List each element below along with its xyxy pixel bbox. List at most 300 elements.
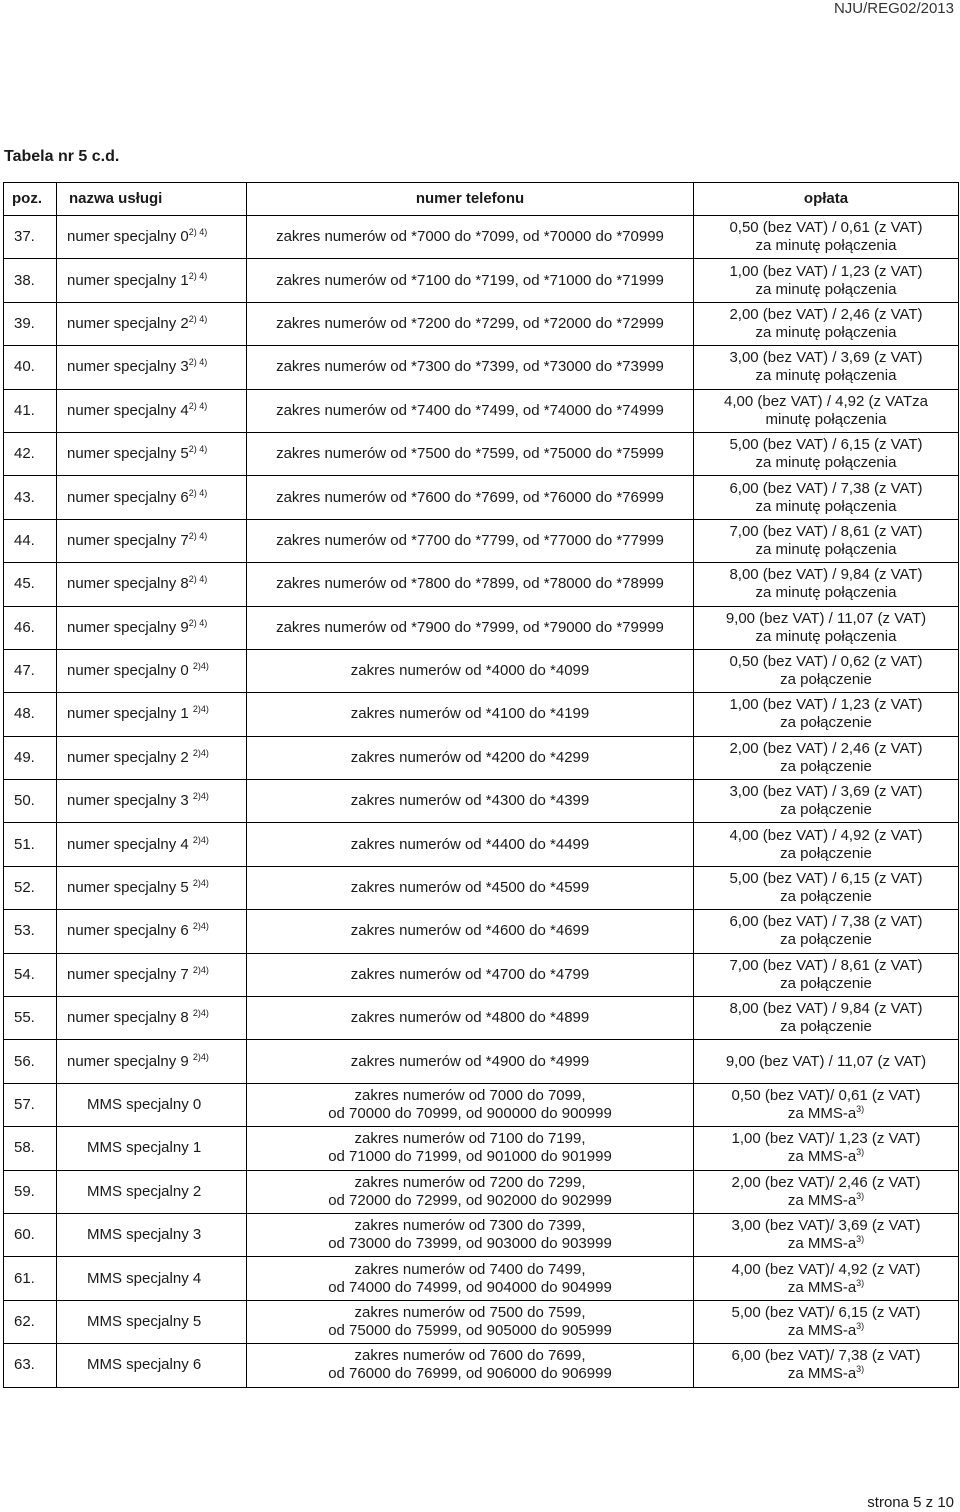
fee-line	[694, 436, 958, 454]
fee-cell	[694, 1170, 959, 1213]
number-range-line: zakres numerów od *4900 do *4999	[350, 1052, 590, 1070]
row-position: 51.	[4, 823, 57, 866]
fee-text: za MMS-a	[787, 1278, 857, 1296]
number-range-line: zakres numerów od *4500 do *4599	[350, 879, 590, 897]
service-name-cell	[57, 563, 247, 606]
fee-line	[694, 1322, 958, 1340]
table-row	[4, 910, 959, 953]
fee-cell	[694, 216, 959, 259]
fee-line	[694, 931, 958, 949]
fee-cell	[694, 606, 959, 649]
fee-text: 7,00 (bez VAT) / 8,61 (z VAT)	[729, 956, 923, 974]
fee-text: za połączenie	[780, 671, 872, 689]
service-name: numer specjalny 7	[67, 965, 193, 983]
number-range-line: zakres numerów od 7500 do 7599,	[354, 1303, 586, 1321]
fee-cell	[694, 1213, 959, 1256]
phone-number-range	[247, 432, 694, 475]
fee-cell	[694, 1300, 959, 1343]
phone-number-range	[247, 1170, 694, 1213]
service-name-cell	[57, 1170, 247, 1213]
number-range-line: zakres numerów od *7400 do *7499, od *74000 do *74999	[276, 401, 664, 419]
fee-cell	[694, 736, 959, 779]
phone-number-range	[247, 866, 694, 909]
fee-cell	[694, 780, 959, 823]
phone-number-range	[247, 693, 694, 736]
service-name-cell	[57, 953, 247, 996]
row-position: 45.	[4, 563, 57, 606]
fee-text: 5,00 (bez VAT)/ 6,15 (z VAT)	[731, 1303, 921, 1321]
fee-text: za minutę połączenia	[755, 454, 897, 472]
phone-number-range	[247, 1127, 694, 1170]
fee-cell	[694, 302, 959, 345]
tariff-table	[3, 182, 959, 1388]
phone-number-range	[247, 1344, 694, 1387]
fee-line	[694, 498, 958, 516]
footnote-marker: 2)4)	[192, 1008, 209, 1019]
fee-line	[694, 653, 958, 671]
column-header-number: numer telefonu	[247, 183, 694, 216]
fee-text: za minutę połączenia	[755, 540, 897, 558]
table-row	[4, 1083, 959, 1126]
number-range-line: zakres numerów od *7900 do *7999, od *79000 do *79999	[276, 618, 664, 636]
number-range-line: zakres numerów od 7100 do 7199,	[354, 1130, 586, 1148]
number-range-line: zakres numerów od *4400 do *4499	[350, 835, 590, 853]
table-row	[4, 519, 959, 562]
phone-number-range	[247, 1257, 694, 1300]
phone-number-range	[247, 1083, 694, 1126]
row-position: 60.	[4, 1213, 57, 1256]
fee-footnote-marker: 3)	[856, 1104, 865, 1114]
fee-line	[694, 888, 958, 906]
fee-text: za połączenie	[780, 801, 872, 819]
document-code: NJU/REG02/2013	[833, 0, 954, 17]
row-position: 47.	[4, 649, 57, 692]
row-position: 50.	[4, 780, 57, 823]
service-name: numer specjalny 3	[67, 792, 193, 810]
number-range-line: zakres numerów od 7300 do 7399,	[354, 1217, 586, 1235]
service-name-cell	[57, 1213, 247, 1256]
fee-line	[694, 827, 958, 845]
fee-line	[694, 1261, 958, 1279]
service-name: numer specjalny 4	[67, 835, 193, 853]
fee-text: 6,00 (bez VAT)/ 7,38 (z VAT)	[731, 1347, 921, 1365]
phone-number-range	[247, 1213, 694, 1256]
phone-number-range	[247, 346, 694, 389]
number-range-line: od 74000 do 74999, od 904000 do 904999	[328, 1278, 612, 1296]
fee-cell	[694, 1344, 959, 1387]
fee-text: za minutę połączenia	[755, 280, 897, 298]
service-name: MMS specjalny 2	[87, 1182, 202, 1200]
footnote-marker: 2)4)	[192, 1051, 209, 1062]
fee-line	[694, 1304, 958, 1322]
fee-text: 0,50 (bez VAT)/ 0,61 (z VAT)	[731, 1087, 921, 1104]
fee-text: za minutę połączenia	[755, 237, 897, 255]
service-name: MMS specjalny 1	[87, 1139, 202, 1157]
fee-text: 2,00 (bez VAT)/ 2,46 (z VAT)	[731, 1173, 921, 1191]
table-row	[4, 302, 959, 345]
service-name-cell	[57, 1083, 247, 1126]
footnote-marker: 2)4)	[192, 747, 209, 758]
fee-cell	[694, 563, 959, 606]
fee-line	[694, 541, 958, 559]
phone-number-range	[247, 953, 694, 996]
fee-text: 3,00 (bez VAT) / 3,69 (z VAT)	[729, 783, 923, 801]
fee-line	[694, 783, 958, 801]
table-row	[4, 866, 959, 909]
fee-line	[694, 714, 958, 732]
table-row	[4, 823, 959, 866]
fee-text: 6,00 (bez VAT) / 7,38 (z VAT)	[729, 913, 923, 931]
number-range-line: od 72000 do 72999, od 902000 do 902999	[328, 1191, 612, 1209]
fee-text: za połączenie	[780, 714, 872, 732]
service-name-cell	[57, 476, 247, 519]
table-title: Tabela nr 5 c.d.	[4, 148, 120, 165]
number-range-line: od 71000 do 71999, od 901000 do 901999	[328, 1148, 612, 1166]
fee-text: 4,00 (bez VAT)/ 4,92 (z VAT)	[731, 1260, 921, 1278]
service-name-cell	[57, 259, 247, 302]
table-row	[4, 1257, 959, 1300]
service-name-cell	[57, 823, 247, 866]
number-range-line: od 75000 do 75999, od 905000 do 905999	[328, 1321, 612, 1339]
number-range-line: od 70000 do 70999, od 900000 do 900999	[328, 1105, 612, 1122]
number-range-line: zakres numerów od *7500 do *7599, od *75000 do *75999	[276, 445, 664, 463]
fee-line	[694, 1347, 958, 1365]
row-position: 39.	[4, 302, 57, 345]
service-name: numer specjalny 6	[67, 488, 189, 506]
table-row	[4, 1213, 959, 1256]
service-name-cell	[57, 389, 247, 432]
fee-cell	[694, 866, 959, 909]
table-row	[4, 476, 959, 519]
fee-text: za minutę połączenia	[755, 627, 897, 645]
number-range-line: zakres numerów od 7000 do 7099,	[354, 1087, 586, 1104]
fee-line	[694, 367, 958, 385]
fee-cell	[694, 1257, 959, 1300]
service-name: numer specjalny 1	[67, 705, 193, 723]
fee-line	[694, 1053, 958, 1071]
fee-cell	[694, 693, 959, 736]
fee-text: za połączenie	[780, 757, 872, 775]
fee-line	[694, 610, 958, 628]
fee-cell	[694, 346, 959, 389]
service-name: numer specjalny 1	[67, 271, 189, 289]
fee-cell	[694, 476, 959, 519]
footnote-marker: 2)4)	[192, 834, 209, 845]
fee-footnote-marker: 3)	[856, 1147, 865, 1158]
number-range-line: zakres numerów od *7100 do *7199, od *71000 do *71999	[276, 271, 664, 289]
fee-text: za minutę połączenia	[755, 323, 897, 341]
row-position: 40.	[4, 346, 57, 389]
fee-line	[694, 349, 958, 367]
fee-text: 2,00 (bez VAT) / 2,46 (z VAT)	[729, 305, 923, 323]
row-position: 48.	[4, 693, 57, 736]
number-range-line: zakres numerów od *4300 do *4399	[350, 792, 590, 810]
table-row	[4, 606, 959, 649]
number-range-line: zakres numerów od *7700 do *7799, od *77000 do *77999	[276, 531, 664, 549]
service-name: numer specjalny 9	[67, 1052, 193, 1070]
fee-text: 0,50 (bez VAT) / 0,62 (z VAT)	[729, 653, 923, 671]
row-position: 63.	[4, 1344, 57, 1387]
fee-text: za MMS-a	[787, 1235, 857, 1253]
column-header-fee: opłata	[694, 183, 959, 216]
table-row	[4, 997, 959, 1040]
service-name: MMS specjalny 6	[87, 1356, 202, 1374]
service-name-cell	[57, 997, 247, 1040]
fee-line	[694, 628, 958, 646]
fee-text: za MMS-a	[787, 1365, 857, 1383]
phone-number-range	[247, 736, 694, 779]
number-range-line: zakres numerów od *4100 do *4199	[350, 705, 590, 723]
service-name: MMS specjalny 3	[87, 1226, 202, 1244]
row-position: 56.	[4, 1040, 57, 1083]
fee-line	[694, 758, 958, 776]
fee-line	[694, 306, 958, 324]
fee-text: 1,00 (bez VAT) / 1,23 (z VAT)	[729, 262, 923, 280]
page-number: strona 5 z 10	[867, 1494, 954, 1511]
fee-cell	[694, 1040, 959, 1083]
service-name-cell	[57, 1127, 247, 1170]
service-name: numer specjalny 7	[67, 531, 189, 549]
row-position: 57.	[4, 1083, 57, 1126]
fee-line	[694, 671, 958, 689]
fee-text: 4,00 (bez VAT) / 4,92 (z VAT)	[729, 826, 923, 844]
service-name: numer specjalny 6	[67, 922, 193, 940]
fee-line	[694, 523, 958, 541]
footnote-marker: 2)4)	[192, 921, 209, 932]
number-range-line: zakres numerów od *7800 do *7899, od *78000 do *78999	[276, 575, 664, 593]
footnote-marker: 2) 4)	[188, 400, 208, 411]
number-range-line: zakres numerów od *4600 do *4699	[350, 922, 590, 940]
fee-line	[694, 913, 958, 931]
service-name: numer specjalny 4	[67, 401, 189, 419]
footnote-marker: 2) 4)	[188, 357, 208, 368]
column-header-name: nazwa usługi	[57, 183, 247, 216]
service-name: numer specjalny 0	[67, 228, 189, 246]
phone-number-range	[247, 302, 694, 345]
footnote-marker: 2)4)	[192, 878, 209, 889]
service-name-cell	[57, 736, 247, 779]
row-position: 53.	[4, 910, 57, 953]
phone-number-range	[247, 649, 694, 692]
fee-line	[694, 1217, 958, 1235]
fee-line	[694, 1365, 958, 1383]
footnote-marker: 2) 4)	[188, 444, 208, 455]
fee-cell	[694, 823, 959, 866]
fee-line	[694, 281, 958, 299]
fee-line	[694, 845, 958, 863]
fee-line	[694, 696, 958, 714]
phone-number-range	[247, 997, 694, 1040]
fee-cell	[694, 997, 959, 1040]
fee-cell	[694, 432, 959, 475]
fee-line	[694, 219, 958, 237]
service-name-cell	[57, 1257, 247, 1300]
fee-text: 9,00 (bez VAT) / 11,07 (z VAT)	[725, 1052, 927, 1070]
service-name: numer specjalny 3	[67, 358, 189, 376]
fee-text: 3,00 (bez VAT) / 3,69 (z VAT)	[729, 349, 923, 367]
table-row	[4, 693, 959, 736]
number-range-line: zakres numerów od *7300 do *7399, od *73000 do *73999	[276, 358, 664, 376]
phone-number-range	[247, 606, 694, 649]
row-position: 42.	[4, 432, 57, 475]
fee-line	[694, 1192, 958, 1210]
phone-number-range	[247, 1040, 694, 1083]
service-name: numer specjalny 8	[67, 575, 189, 593]
fee-text: za połączenie	[780, 974, 872, 992]
footnote-marker: 2) 4)	[188, 617, 208, 628]
footnote-marker: 2) 4)	[188, 313, 208, 324]
fee-line	[694, 411, 958, 429]
fee-text: 6,00 (bez VAT) / 7,38 (z VAT)	[729, 479, 923, 497]
fee-line	[694, 263, 958, 281]
fee-line	[694, 454, 958, 472]
fee-text: za MMS-a	[787, 1321, 857, 1339]
phone-number-range	[247, 910, 694, 953]
table-body	[4, 216, 959, 1388]
fee-text: za minutę połączenia	[755, 497, 897, 515]
fee-text: za MMS-a	[787, 1105, 857, 1122]
service-name-cell	[57, 649, 247, 692]
fee-text: 8,00 (bez VAT) / 9,84 (z VAT)	[729, 566, 923, 584]
fee-footnote-marker: 3)	[856, 1320, 865, 1331]
fee-line	[694, 1018, 958, 1036]
fee-text: minutę połączenia	[765, 410, 887, 428]
number-range-line: zakres numerów od 7200 do 7299,	[354, 1173, 586, 1191]
table-row	[4, 1300, 959, 1343]
number-range-line: od 73000 do 73999, od 903000 do 903999	[328, 1235, 612, 1253]
footnote-marker: 2) 4)	[188, 270, 208, 281]
fee-cell	[694, 649, 959, 692]
fee-line	[694, 1174, 958, 1192]
service-name: numer specjalny 2	[67, 314, 189, 332]
fee-text: za połączenie	[780, 1018, 872, 1036]
phone-number-range	[247, 216, 694, 259]
service-name: numer specjalny 2	[67, 748, 193, 766]
service-name-cell	[57, 606, 247, 649]
fee-line	[694, 1235, 958, 1253]
fee-text: 1,00 (bez VAT) / 1,23 (z VAT)	[729, 696, 923, 714]
fee-text: 9,00 (bez VAT) / 11,07 (z VAT)	[725, 609, 927, 627]
number-range-line: zakres numerów od 7400 do 7499,	[354, 1260, 586, 1278]
fee-text: za MMS-a	[787, 1191, 857, 1209]
row-position: 41.	[4, 389, 57, 432]
fee-text: 0,50 (bez VAT) / 0,61 (z VAT)	[729, 219, 923, 237]
fee-line	[694, 870, 958, 888]
fee-text: 2,00 (bez VAT) / 2,46 (z VAT)	[729, 739, 923, 757]
fee-text: 8,00 (bez VAT) / 9,84 (z VAT)	[729, 1000, 923, 1018]
fee-text: za połączenie	[780, 888, 872, 906]
fee-cell	[694, 519, 959, 562]
fee-footnote-marker: 3)	[856, 1190, 865, 1201]
table-row	[4, 1344, 959, 1387]
row-position: 38.	[4, 259, 57, 302]
phone-number-range	[247, 823, 694, 866]
fee-text: 1,00 (bez VAT)/ 1,23 (z VAT)	[731, 1130, 921, 1148]
service-name: numer specjalny 8	[67, 1009, 193, 1027]
fee-text: za połączenie	[780, 844, 872, 862]
footnote-marker: 2) 4)	[188, 574, 208, 585]
fee-cell	[694, 953, 959, 996]
table-row	[4, 259, 959, 302]
row-position: 52.	[4, 866, 57, 909]
table-row	[4, 389, 959, 432]
row-position: 37.	[4, 216, 57, 259]
row-position: 44.	[4, 519, 57, 562]
service-name-cell	[57, 1344, 247, 1387]
footnote-marker: 2) 4)	[188, 530, 208, 541]
fee-line	[694, 1000, 958, 1018]
fee-footnote-marker: 3)	[856, 1234, 865, 1245]
fee-line	[694, 480, 958, 498]
service-name: MMS specjalny 4	[87, 1269, 202, 1287]
service-name-cell	[57, 1040, 247, 1083]
fee-cell	[694, 1127, 959, 1170]
fee-line	[694, 393, 958, 411]
column-header-poz: poz.	[4, 183, 57, 216]
number-range-line: zakres numerów od *4800 do *4899	[350, 1009, 590, 1027]
service-name: numer specjalny 0	[67, 662, 193, 680]
fee-line	[694, 1130, 958, 1148]
fee-footnote-marker: 3)	[856, 1277, 865, 1288]
table-row	[4, 216, 959, 259]
service-name: MMS specjalny 5	[87, 1312, 202, 1330]
fee-line	[694, 324, 958, 342]
table-row	[4, 1040, 959, 1083]
phone-number-range	[247, 259, 694, 302]
row-position: 59.	[4, 1170, 57, 1213]
fee-line	[694, 975, 958, 993]
fee-line	[694, 957, 958, 975]
fee-text: 7,00 (bez VAT) / 8,61 (z VAT)	[729, 522, 923, 540]
footnote-marker: 2)4)	[192, 964, 209, 975]
service-name-cell	[57, 693, 247, 736]
row-position: 43.	[4, 476, 57, 519]
fee-text: 4,00 (bez VAT) / 4,92 (z VATza	[724, 392, 928, 410]
service-name-cell	[57, 1300, 247, 1343]
service-name-cell	[57, 346, 247, 389]
row-position: 46.	[4, 606, 57, 649]
service-name-cell	[57, 866, 247, 909]
number-range-line: zakres numerów od *4700 do *4799	[350, 965, 590, 983]
phone-number-range	[247, 563, 694, 606]
row-position: 49.	[4, 736, 57, 779]
table-header-row	[4, 183, 959, 216]
footnote-marker: 2)4)	[192, 704, 209, 715]
service-name-cell	[57, 519, 247, 562]
table-row	[4, 563, 959, 606]
service-name-cell	[57, 216, 247, 259]
row-position: 62.	[4, 1300, 57, 1343]
phone-number-range	[247, 476, 694, 519]
table-row	[4, 953, 959, 996]
number-range-line: zakres numerów od *4200 do *4299	[350, 748, 590, 766]
row-position: 55.	[4, 997, 57, 1040]
table-row	[4, 1127, 959, 1170]
number-range-line: zakres numerów od *7600 do *7699, od *76000 do *76999	[276, 488, 664, 506]
table-row	[4, 432, 959, 475]
service-name-cell	[57, 780, 247, 823]
fee-text: 5,00 (bez VAT) / 6,15 (z VAT)	[729, 436, 923, 454]
phone-number-range	[247, 519, 694, 562]
fee-line	[694, 1105, 958, 1123]
fee-line	[694, 801, 958, 819]
fee-line	[694, 566, 958, 584]
fee-cell	[694, 389, 959, 432]
phone-number-range	[247, 780, 694, 823]
fee-text: za MMS-a	[787, 1148, 857, 1166]
row-position: 54.	[4, 953, 57, 996]
row-position: 61.	[4, 1257, 57, 1300]
